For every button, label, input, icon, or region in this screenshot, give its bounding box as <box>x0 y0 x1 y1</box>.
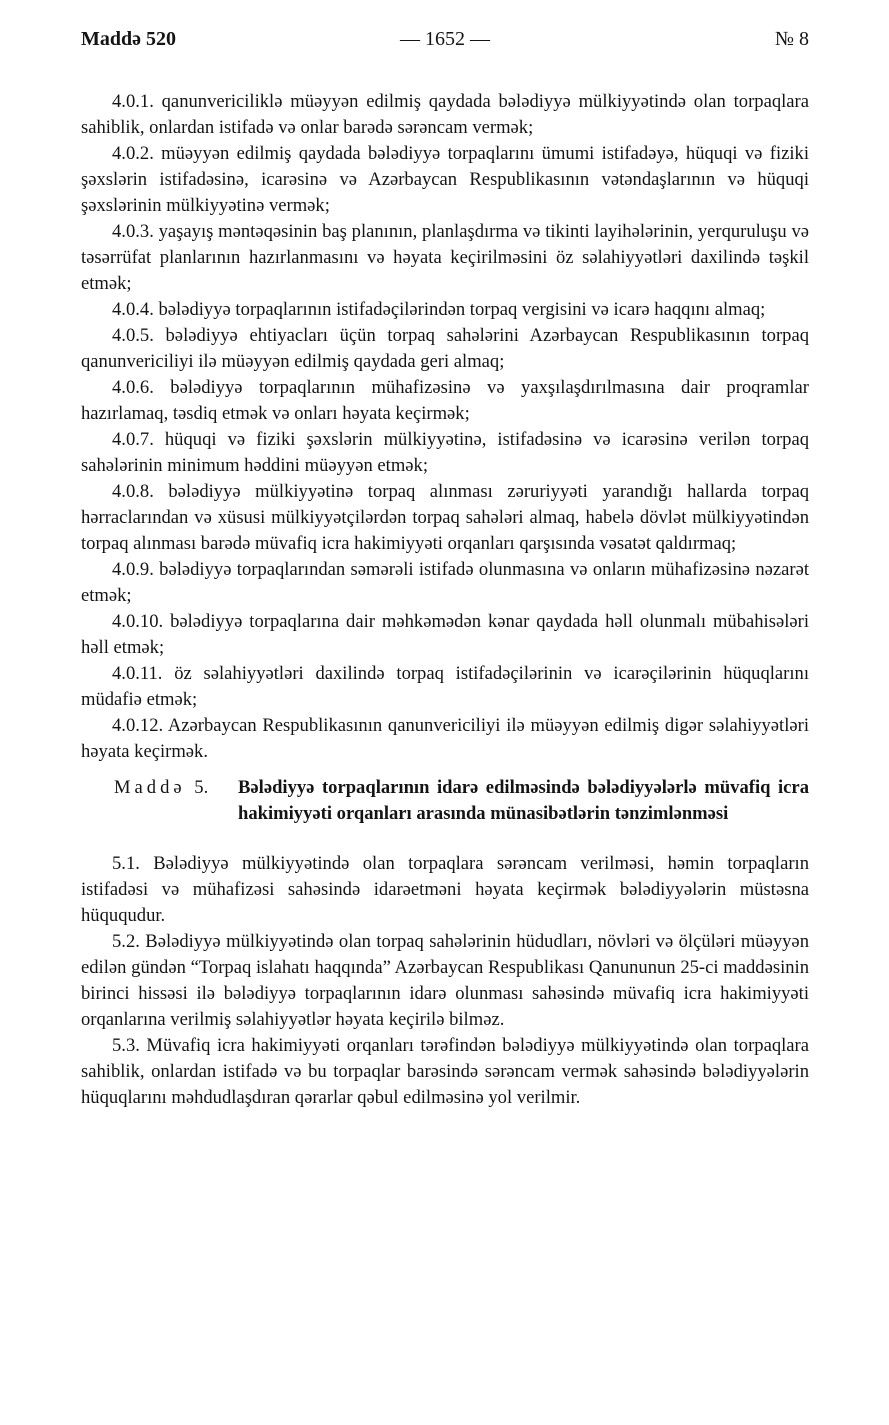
clause-4-0-1: 4.0.1. qanunvericiliklə müəyyən edilmiş qaydada bələdiyyə mülkiyyətində olan torpaqlara sahiblik, onlardan istifadə və onlar barədə sərəncam vermək; <box>81 91 809 138</box>
clause-5-3: 5.3. Müvafiq icra hakimiyyəti orqanları tərəfindən bələdiyyə mülkiyyətində olan torpaqlara sahiblik, onlardan istifadə və bu torpaqlar barəsində sərəncam vermək sahəsində bələdiyyələrin hüquqlarını məhdudlaşdıran qərarlar qəbul edilməsinə yol verilmir. <box>81 1035 809 1108</box>
clause-4-0-6: 4.0.6. bələdiyyə torpaqlarının mühafizəsinə və yaxşılaşdırılmasına dair proqramlar hazırlamaq, təsdiq etmək və onları həyata keçirmək; <box>81 377 809 424</box>
clause-4-0-4: 4.0.4. bələdiyyə torpaqlarının istifadəçilərindən torpaq vergisini və icarə haqqını almaq; <box>112 299 766 320</box>
article-title: Bələdiyyə torpaqlarının idarə edilməsində bələdiyyələrlə müvafiq icra hakimiyyəti orqanları arasında münasibətlərin tənzimlənməsi <box>238 777 809 824</box>
clause-5-1: 5.1. Bələdiyyə mülkiyyətində olan torpaqlara sərəncam verilməsi, həmin torpaqların istifadəsi və mühafizəsi sahəsində idarəetməni həyata keçirmək bələdiyyələrin müstəsna hüququdur. <box>81 853 809 926</box>
article-number: 5. <box>194 777 209 798</box>
page-header <box>81 28 809 58</box>
clause-4-0-5: 4.0.5. bələdiyyə ehtiyacları üçün torpaq sahələrini Azərbaycan Respublikasının torpaq qanunvericiliyi ilə müəyyən edilmiş qaydada geri almaq; <box>81 325 809 372</box>
clause-4-0-7: 4.0.7. hüquqi və fiziki şəxslərin mülkiyyətinə, istifadəsinə və icarəsinə verilən torpaq sahələrinin minimum həddini müəyyən etmək; <box>81 429 809 476</box>
clause-4-0-10: 4.0.10. bələdiyyə torpaqlarına dair məhkəmədən kənar qaydada həll olunmalı mübahisələri həll etmək; <box>81 611 809 658</box>
clause-4-0-9: 4.0.9. bələdiyyə torpaqlarından səmərəli istifadə olunmasına və onların mühafizəsinə nəzarət etmək; <box>81 559 809 606</box>
clause-4-0-2: 4.0.2. müəyyən edilmiş qaydada bələdiyyə torpaqlarını ümumi istifadəyə, hüquqi və fiziki şəxslərin istifadəsinə, icarəsinə və Azərbaycan Respublikasının vətəndaşlarının və hüquqi şəxslərinin mülkiyyətinə vermək; <box>81 143 809 216</box>
clause-4-0-3: 4.0.3. yaşayış məntəqəsinin baş planının, planlaşdırma və tikinti layihələrinin, yerquruluşu və təsərrüfat planlarının hazırlanmasını və həyata keçirilməsini öz səlahiyyətləri daxilində təşkil etmək; <box>81 221 809 294</box>
document-body <box>81 89 809 1111</box>
article-label: Maddə <box>114 777 186 798</box>
clause-5-2: 5.2. Bələdiyyə mülkiyyətində olan torpaq sahələrinin hüdudları, növləri və ölçüləri müəyyən edilən gündən “Torpaq islahatı haqqında” Azərbaycan Respublikası Qanununun 25-ci maddəsinin birinci hissəsi ilə bələdiyyə torpaqlarının idarə olunması sahəsində müvafiq icra hakimiyyəti orqanlarına verilmiş səlahiyyətlər həyata keçirilə bilməz. <box>81 931 809 1030</box>
article-heading <box>81 775 809 827</box>
clause-4-0-8: 4.0.8. bələdiyyə mülkiyyətinə torpaq alınması zəruriyyəti yarandığı hallarda torpaq hərraclarından və xüsusi mülkiyyətçilərdən torpaq sahələri almaq, habelə dövlət mülkiyyətindən torpaq alınması barədə müvafiq icra hakimiyyəti orqanları qarşısında vəsatət qaldırmaq; <box>81 481 809 554</box>
page-number: — 1652 — <box>400 28 490 50</box>
running-head-article: Maddə 520 <box>81 28 176 50</box>
article-label-block <box>81 775 238 801</box>
issue-number: № 8 <box>774 28 809 50</box>
clause-4-0-12: 4.0.12. Azərbaycan Respublikasının qanunvericiliyi ilə müəyyən edilmiş digər səlahiyyətləri həyata keçirmək. <box>81 715 809 762</box>
clause-4-0-11: 4.0.11. öz səlahiyyətləri daxilində torpaq istifadəçilərinin və icarəçilərinin hüquqlarını müdafiə etmək; <box>81 663 809 710</box>
